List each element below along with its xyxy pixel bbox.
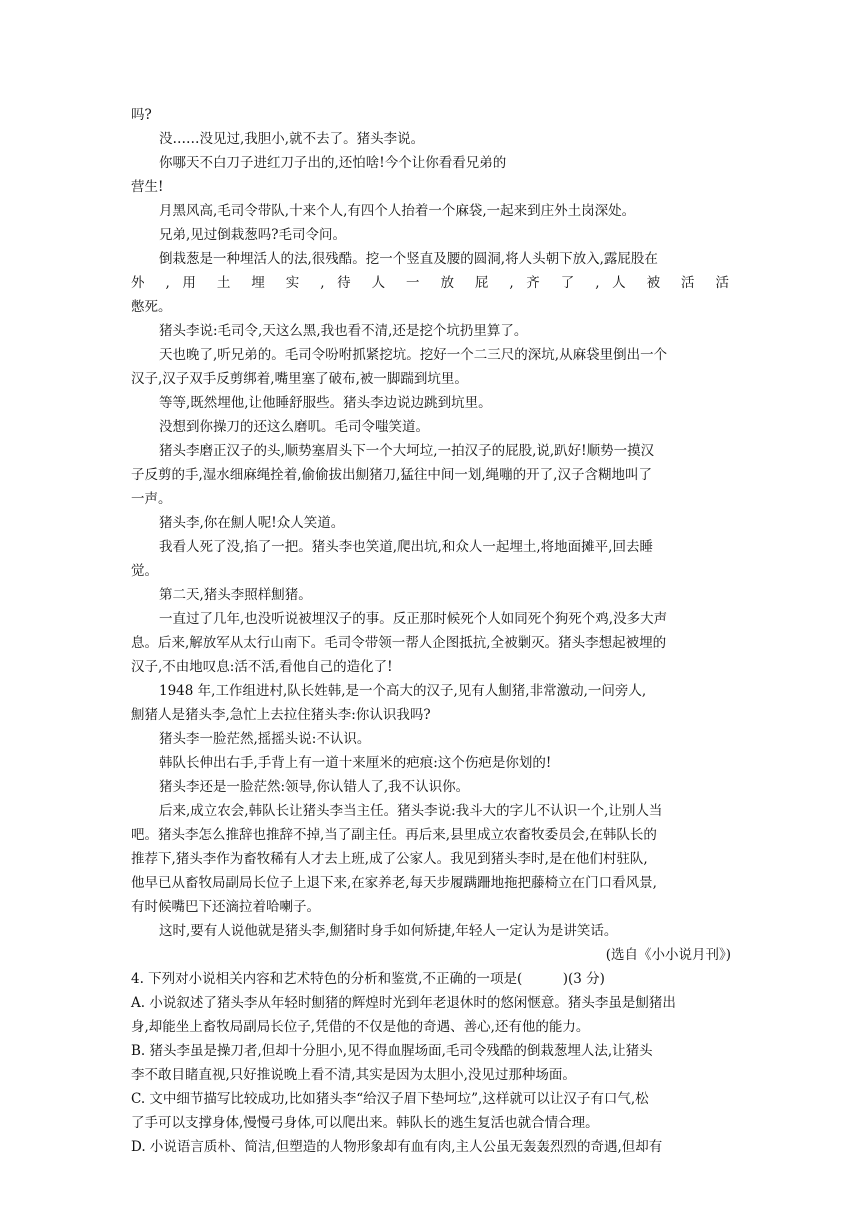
text-line: 我看人死了没,掐了一把。猪头李也笑道,爬出坑,和众人一起埋土,将地面摊平,回去睡 xyxy=(159,539,653,555)
option-b-line: B. 猪头李虽是操刀者,但却十分胆小,见不得血腥场面,毛司令残酷的倒栽葱埋人法,让猪头 xyxy=(131,1043,653,1059)
text-line: 没想到你操刀的还这么磨叽。毛司令嗤笑道。 xyxy=(159,419,429,435)
text-line: 劁猪人是猪头李,急忙上去拉住猪头李:你认识我吗? xyxy=(131,707,431,723)
text-line: 他早已从畜牧局副局长位子上退下来,在家养老,每天步履蹒跚地拖把藤椅立在门口看风景, xyxy=(131,875,657,891)
option-a-line: A. 小说叙述了猪头李从年轻时劁猪的辉煌时光到年老退休时的悠闲惬意。猪头李虽是劁猪出 xyxy=(131,995,676,1011)
text-line: 推荐下,猪头李作为畜牧稀有人才去上班,成了公家人。我见到猪头李时,是在他们村驻队, xyxy=(131,851,648,867)
text-line: 倒栽葱是一种埋活人的法,很残酷。挖一个竖直及腰的圆洞,将人头朝下放入,露屁股在 xyxy=(159,251,658,267)
text-line: 这时,要有人说他就是猪头李,劁猪时身手如何矫捷,年轻人一定认为是讲笑话。 xyxy=(159,923,618,939)
text-line: 兄弟,见过倒栽葱吗?毛司令问。 xyxy=(159,227,347,243)
text-line: 吗? xyxy=(131,107,152,123)
text-line: 一声。 xyxy=(131,491,172,507)
option-a-line: 身,却能坐上畜牧局副局长位子,凭借的不仅是他的奇遇、善心,还有他的能力。 xyxy=(131,1019,590,1035)
text-line: 韩队长伸出右手,手背上有一道十来厘米的疤痕:这个伤疤是你划的! xyxy=(159,755,552,771)
text-line: 猪头李,你在劁人呢!众人笑道。 xyxy=(159,515,345,531)
text-line: 猪头李磨正汉子的头,顺势塞眉头下一个大坷垃,一拍汉子的屁股,说,趴好!顺势一摸汉 xyxy=(159,443,655,459)
text-line: 猪头李说:毛司令,天这么黑,我也看不清,还是挖个坑扔里算了。 xyxy=(159,323,528,339)
text-line: 你哪天不白刀子进红刀子出的,还怕啥!今个让你看看兄弟的 xyxy=(159,155,507,171)
text-line: 外 , 用 土 埋 实 , 待 人 一 放 屁 , 齐 了 , 人 被 活 活 xyxy=(131,275,729,291)
text-line: 一直过了几年,也没听说被埋汉子的事。反正那时候死个人如同死个狗死个鸡,没多大声 xyxy=(159,611,668,627)
text-line: 天也晚了,听兄弟的。毛司令吩咐抓紧挖坑。挖好一个二三尺的深坑,从麻袋里倒出一个 xyxy=(159,347,668,363)
text-line: 没……没见过,我胆小,就不去了。猪头李说。 xyxy=(159,131,425,147)
source-citation: (选自《小小说月刊》) xyxy=(605,947,731,963)
text-line: 营生! xyxy=(131,179,164,195)
text-line: 吧。猪头李怎么推辞也推辞不掉,当了副主任。再后来,县里成立农畜牧委员会,在韩队长的 xyxy=(131,827,657,843)
text-line: 汉子,汉子双手反剪绑着,嘴里塞了破布,被一脚踹到坑里。 xyxy=(131,371,468,387)
text-line: 1948 年,工作组进村,队长姓韩,是一个高大的汉子,见有人劁猪,非常激动,一问旁人, xyxy=(159,683,647,699)
option-c-line: 了手可以支撑身体,慢慢弓身体,可以爬出来。韩队长的逃生复活也就合情合理。 xyxy=(131,1115,599,1131)
text-line: 息。后来,解放军从太行山南下。毛司令带领一帮人企图抵抗,全被剿灭。猪头李想起被埋的 xyxy=(131,635,667,651)
text-line: 憋死。 xyxy=(131,299,172,315)
text-line: 有时候嘴巴下还滴拉着哈喇子。 xyxy=(131,899,320,915)
text-line: 猪头李还是一脸茫然:领导,你认错人了,我不认识你。 xyxy=(159,779,470,795)
text-line: 后来,成立农会,韩队长让猪头李当主任。猪头李说:我斗大的字儿不认识一个,让别人当 xyxy=(159,803,663,819)
text-line: 第二天,猪头李照样劁猪。 xyxy=(159,587,312,603)
option-b-line: 李不敢目睹直视,只好推说晚上看不清,其实是因为太胆小,没见过那种场面。 xyxy=(131,1067,576,1083)
text-line: 等等,既然埋他,让他睡舒服些。猪头李边说边跳到坑里。 xyxy=(159,395,492,411)
text-line: 子反剪的手,湿水细麻绳拴着,偷偷拔出劁猪刀,猛往中间一划,绳嘣的开了,汉子含糊地叫了 xyxy=(131,467,652,483)
text-line: 猪头李一脸茫然,摇摇头说:不认识。 xyxy=(159,731,371,747)
text-line: 月黑风高,毛司令带队,十来个人,有四个人抬着一个麻袋,一起来到庄外土岗深处。 xyxy=(159,203,636,219)
text-line: 汉子,不由地叹息:活不活,看他自己的造化了! xyxy=(131,659,393,675)
question-stem: 4. 下列对小说相关内容和艺术特色的分析和鉴赏,不正确的一项是( )(3 分) xyxy=(131,971,605,987)
text-line: 觉。 xyxy=(131,563,158,579)
option-c-line: C. 文中细节描写比较成功,比如猪头李“给汉子眉下垫坷垃”,这样就可以让汉子有口气,松 xyxy=(131,1091,649,1107)
option-d-line: D. 小说语言质朴、简洁,但塑造的人物形象却有血有肉,主人公虽无轰轰烈烈的奇遇,但却有 xyxy=(131,1139,663,1155)
